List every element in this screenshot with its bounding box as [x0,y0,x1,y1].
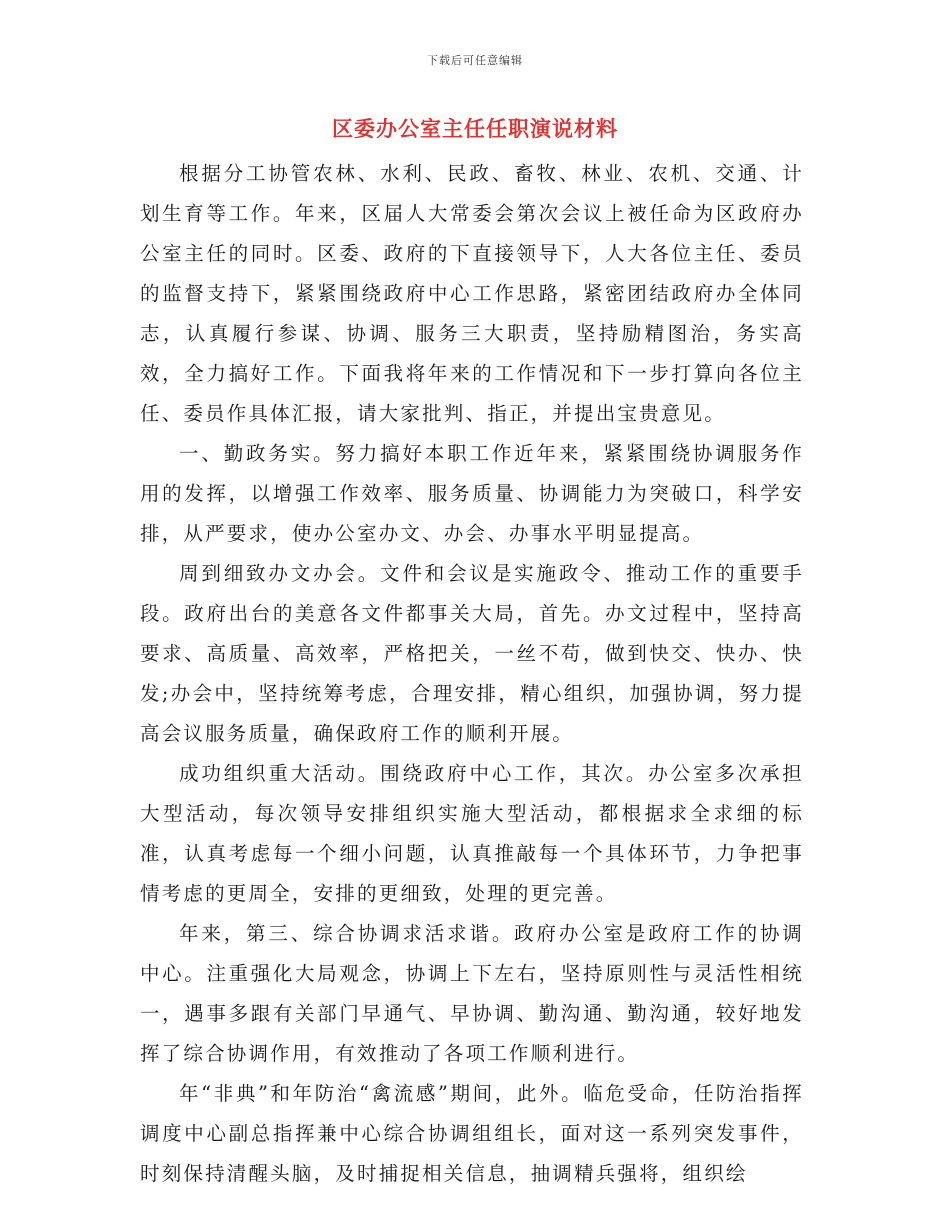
document-title: 区委办公室主任任职演说材料 [332,117,618,141]
paragraph: 年来，第三、综合协调求活求谐。政府办公室是政府工作的协调中心。注重强化大局观念，协调上下左右，坚持原则性与灵活性相统一，遇事多跟有关部门早通气、早协调、勤沟通、勤沟通，较好地发挥了综合协调作用，有效推动了各项工作顺利进行。 [140,922,804,1065]
paragraph: 周到细致办文办会。文件和会议是实施政令、推动工作的重要手段。政府出台的美意各文件都事关大局，首先。办文过程中，坚持高要求、高质量、高效率，严格把关，一丝不苟，做到快交、快办、快发;办会中，坚持统筹考虑，合理安排，精心组织，加强协调，努力提高会议服务质量，确保政府工作的顺利开展。 [140,562,804,745]
paragraph: 成功组织重大活动。围绕政府中心工作，其次。办公室多次承担大型活动，每次领导安排组织实施大型活动，都根据求全求细的标准，认真考虑每一个细小问题，认真推敲每一个具体环节，力争把事情考虑的更周全，安排的更细致，处理的更完善。 [140,762,804,905]
header-note: 下载后可任意编辑 [427,54,523,67]
paragraph: 年“非典”和年防治“禽流感”期间，此外。临危受命，任防治指挥调度中心副总指挥兼中心综合协调组组长，面对这一系列突发事件，时刻保持清醒头脑，及时捕捉相关信息，抽调精兵强将，组织绘 [140,1082,804,1185]
document-body [140,154,804,1194]
paragraph: 根据分工协管农林、水利、民政、畜牧、林业、农机、交通、计划生育等工作。年来，区届人大常委会第次会议上被任命为区政府办公室主任的同时。区委、政府的下直接领导下，人大各位主任、委员的监督支持下，紧紧围绕政府中心工作思路，紧密团结政府办全体同志，认真履行参谋、协调、服务三大职责，坚持励精图治，务实高效，全力搞好工作。下面我将年来的工作情况和下一步打算向各位主任、委员作具体汇报，请大家批判、指正，并提出宝贵意见。 [140,162,804,425]
paragraph: 一、勤政务实。努力搞好本职工作近年来，紧紧围绕协调服务作用的发挥，以增强工作效率、服务质量、协调能力为突破口，科学安排，从严要求，使办公室办文、办会、办事水平明显提高。 [140,442,804,545]
